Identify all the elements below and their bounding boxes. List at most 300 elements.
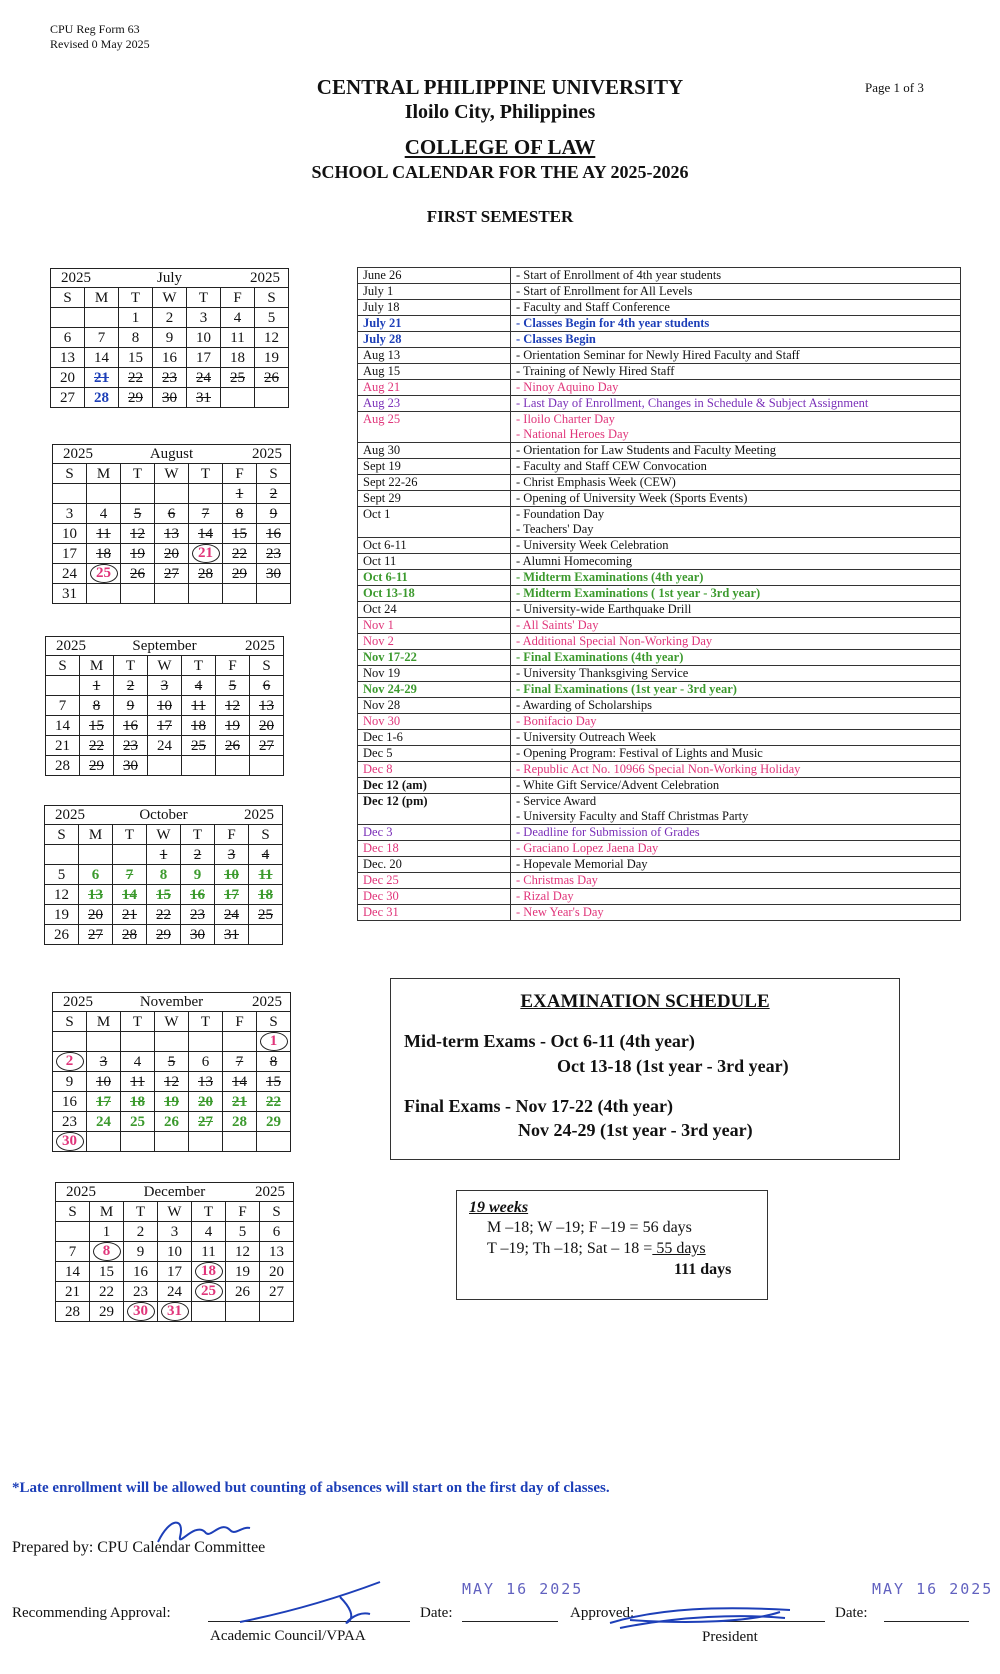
weekday-header: S [51, 288, 85, 308]
form-revised: Revised 0 May 2025 [50, 37, 150, 51]
weekday-header: T [189, 464, 223, 484]
academic-council-label: Academic Council/VPAA [210, 1628, 366, 1644]
day-number: 6 [272, 1223, 281, 1240]
event-row [358, 698, 961, 714]
calendar-day [260, 1262, 294, 1282]
day-number: 22 [266, 1093, 281, 1110]
calendar-month: August [149, 446, 194, 462]
day-number: 9 [165, 329, 174, 346]
day-number: 22 [156, 906, 171, 923]
event-description-line: - Classes Begin [516, 332, 596, 346]
day-number: 19 [130, 545, 145, 562]
event-description [511, 538, 961, 554]
weekday-header: M [90, 1202, 124, 1222]
calendar-day [257, 1052, 291, 1072]
calendar-day [223, 504, 257, 524]
calendar-day [90, 1302, 124, 1322]
day-number: 6 [63, 329, 72, 346]
calendar-day [90, 1222, 124, 1242]
event-row [358, 602, 961, 618]
calendar-header [55, 1182, 294, 1201]
event-description [511, 412, 961, 443]
day-number: 1 [235, 485, 244, 502]
event-description-line: - Start of Enrollment for All Levels [516, 284, 693, 298]
event-description [511, 650, 961, 666]
event-date: Nov 1 [358, 618, 511, 634]
day-number: 8 [269, 1053, 278, 1070]
calendar-year: 2025 [252, 994, 282, 1010]
event-row [358, 412, 961, 443]
day-number: 11 [230, 329, 245, 346]
event-row [358, 300, 961, 316]
day-number: 23 [266, 545, 281, 562]
weekday-header: F [221, 288, 255, 308]
event-date: July 28 [358, 332, 511, 348]
calendar-day [223, 1132, 257, 1152]
calendar-day [79, 865, 113, 885]
day-number: 30 [56, 1132, 84, 1151]
day-number: 1 [159, 846, 168, 863]
day-number: 28 [198, 565, 213, 582]
calendar-day [223, 1112, 257, 1132]
event-description [511, 443, 961, 459]
calendar-day [79, 905, 113, 925]
day-number: 13 [269, 1243, 284, 1260]
day-number: 1 [102, 1223, 111, 1240]
day-number: 24 [167, 1283, 182, 1300]
prepared-by: Prepared by: CPU Calendar Committee [12, 1539, 266, 1556]
day-number: 14 [232, 1073, 247, 1090]
exam-title: EXAMINATION SCHEDULE [520, 991, 770, 1012]
day-number: 21 [94, 369, 109, 386]
day-number: 14 [55, 717, 70, 734]
event-description-line: - Midterm Examinations ( 1st year - 3rd year) [516, 586, 761, 600]
month-calendar-october [44, 824, 283, 945]
day-number: 14 [65, 1263, 80, 1280]
weekday-header: T [187, 288, 221, 308]
day-number: 25 [130, 1113, 145, 1130]
calendar-day [53, 1072, 87, 1092]
day-number: 2 [165, 309, 174, 326]
event-description [511, 602, 961, 618]
event-description [511, 905, 961, 921]
day-number: 28 [94, 389, 109, 406]
day-number: 21 [192, 544, 220, 563]
event-date: Sept 29 [358, 491, 511, 507]
calendar-day [46, 756, 80, 776]
calendar-month: October [139, 807, 188, 823]
calendar-day [255, 308, 289, 328]
day-number: 31 [161, 1302, 189, 1321]
event-date: Oct 6-11 [358, 570, 511, 586]
weekday-header: S [255, 288, 289, 308]
date-stamp-1: MAY 16 2025 [462, 1580, 584, 1598]
weekday-header: F [215, 825, 249, 845]
day-number: 31 [62, 585, 77, 602]
day-number: 11 [96, 525, 111, 542]
event-row [358, 873, 961, 889]
events-table [357, 267, 961, 921]
day-number: 14 [198, 525, 213, 542]
calendar-day [155, 1092, 189, 1112]
day-number: 8 [92, 697, 101, 714]
day-number: 8 [235, 505, 244, 522]
calendar-day [187, 328, 221, 348]
day-number: 14 [122, 886, 137, 903]
event-date: Dec 12 (pm) [358, 794, 511, 825]
month-calendar-september [45, 655, 284, 776]
calendar-day [155, 1112, 189, 1132]
calendar-day [53, 1052, 87, 1072]
day-number: 2 [136, 1223, 145, 1240]
weekday-header: S [46, 656, 80, 676]
event-row [358, 857, 961, 873]
day-number: 11 [191, 697, 206, 714]
weekday-header: W [155, 464, 189, 484]
event-date: Nov 28 [358, 698, 511, 714]
calendar-day [45, 845, 79, 865]
calendar-day [45, 865, 79, 885]
day-number: 5 [133, 505, 142, 522]
day-number: 28 [232, 1113, 247, 1130]
day-number: 14 [94, 349, 109, 366]
calendar-day [155, 544, 189, 564]
day-number: 3 [99, 1053, 108, 1070]
event-date: Aug 15 [358, 364, 511, 380]
event-description-line: - New Year's Day [516, 905, 604, 919]
calendar-day [189, 484, 223, 504]
calendar-day [87, 584, 121, 604]
day-number: 15 [89, 717, 104, 734]
calendar-day [121, 1052, 155, 1072]
event-date: Aug 30 [358, 443, 511, 459]
day-number: 29 [156, 926, 171, 943]
day-number: 4 [204, 1223, 213, 1240]
calendar-day [155, 1052, 189, 1072]
calendar-header [50, 268, 289, 287]
event-description-line: - Faculty and Staff Conference [516, 300, 670, 314]
calendar-year: 2025 [55, 807, 85, 823]
event-description-line: - White Gift Service/Advent Celebration [516, 778, 720, 792]
event-row [358, 364, 961, 380]
event-description-line: - All Saints' Day [516, 618, 599, 632]
event-description-line: - Opening Program: Festival of Lights and Music [516, 746, 763, 760]
day-number: 9 [65, 1073, 74, 1090]
day-number: 4 [261, 846, 270, 863]
day-number: 26 [264, 369, 279, 386]
event-description [511, 762, 961, 778]
calendar-day [187, 388, 221, 408]
event-date: Oct 24 [358, 602, 511, 618]
weekday-header: T [114, 656, 148, 676]
day-number: 18 [258, 886, 273, 903]
calendar-day [249, 845, 283, 865]
day-number: 3 [65, 505, 74, 522]
day-number: 1 [92, 677, 101, 694]
calendar-day [250, 696, 284, 716]
event-description-line: - Faculty and Staff CEW Convocation [516, 459, 707, 473]
calendar-day [114, 676, 148, 696]
calendar-day [216, 676, 250, 696]
day-number: 5 [57, 866, 66, 883]
event-description [511, 380, 961, 396]
event-description-line: - Awarding of Scholarships [516, 698, 652, 712]
calendar-day [51, 328, 85, 348]
page-number: Page 1 of 3 [865, 80, 924, 95]
day-number: 2 [193, 846, 202, 863]
date-label-2: Date: [835, 1605, 868, 1621]
day-number: 16 [266, 525, 281, 542]
day-number: 10 [96, 1073, 111, 1090]
calendar-header [52, 992, 291, 1011]
weekday-header: T [121, 1012, 155, 1032]
weekday-header: S [257, 464, 291, 484]
event-description [511, 316, 961, 332]
calendar-month: November [139, 994, 204, 1010]
day-number: 10 [62, 525, 77, 542]
calendar-year: 2025 [245, 638, 275, 654]
calendar-day [148, 736, 182, 756]
calendar-day [87, 564, 121, 584]
calendar-day [221, 308, 255, 328]
event-row [358, 380, 961, 396]
calendar-day [182, 736, 216, 756]
calendar-day [113, 905, 147, 925]
calendar-day [155, 1032, 189, 1052]
signature-council [230, 1572, 400, 1632]
calendar-day [87, 1112, 121, 1132]
day-number: 18 [191, 717, 206, 734]
calendar-day [46, 716, 80, 736]
event-date: Dec 1-6 [358, 730, 511, 746]
day-number: 26 [235, 1283, 250, 1300]
calendar-day [147, 845, 181, 865]
event-description [511, 284, 961, 300]
event-description-line: - Ninoy Aquino Day [516, 380, 619, 394]
event-description-line: - University Outreach Week [516, 730, 657, 744]
weeks-total: 111 days [674, 1261, 732, 1278]
final-line-2: Nov 24-29 (1st year - 3rd year) [518, 1120, 753, 1140]
event-description-line: - Start of Enrollment of 4th year students [516, 268, 722, 282]
calendar-day [257, 1112, 291, 1132]
calendar-day [223, 544, 257, 564]
event-description [511, 364, 961, 380]
calendar-day [56, 1262, 90, 1282]
event-description-line: - Additional Special Non-Working Day [516, 634, 713, 648]
event-description-line: - Foundation Day [516, 507, 605, 521]
event-date: Oct 6-11 [358, 538, 511, 554]
calendar-day [113, 885, 147, 905]
calendar-day [45, 905, 79, 925]
day-number: 20 [88, 906, 103, 923]
event-row [358, 634, 961, 650]
calendar-day [121, 1112, 155, 1132]
day-number: 4 [233, 309, 242, 326]
event-description [511, 491, 961, 507]
calendar-day [148, 756, 182, 776]
calendar-day [223, 564, 257, 584]
day-number: 24 [157, 737, 172, 754]
event-date: June 26 [358, 268, 511, 284]
day-number: 25 [230, 369, 245, 386]
event-description [511, 873, 961, 889]
weekday-header: S [53, 464, 87, 484]
calendar-day [53, 504, 87, 524]
calendar-day [119, 328, 153, 348]
calendar-day [53, 1112, 87, 1132]
day-number: 26 [225, 737, 240, 754]
day-number: 15 [128, 349, 143, 366]
event-row [358, 459, 961, 475]
day-number: 28 [122, 926, 137, 943]
calendar-day [187, 348, 221, 368]
weekday-header: W [155, 1012, 189, 1032]
event-description [511, 554, 961, 570]
event-description [511, 778, 961, 794]
calendar-day [79, 845, 113, 865]
calendar-day [155, 1132, 189, 1152]
event-description-line: - Graciano Lopez Jaena Day [516, 841, 659, 855]
event-description [511, 570, 961, 586]
weeks-summary-box [456, 1190, 768, 1300]
calendar-day [85, 348, 119, 368]
event-row [358, 746, 961, 762]
day-number: 13 [259, 697, 274, 714]
calendar-day [121, 1032, 155, 1052]
calendar-day [192, 1242, 226, 1262]
calendar-day [182, 696, 216, 716]
event-date: Dec 5 [358, 746, 511, 762]
event-description [511, 618, 961, 634]
calendar-day [53, 524, 87, 544]
calendar-day [85, 388, 119, 408]
day-number: 17 [157, 717, 172, 734]
calendar-day [226, 1282, 260, 1302]
day-number: 3 [170, 1223, 179, 1240]
calendar-day [182, 756, 216, 776]
day-number: 11 [258, 866, 273, 883]
calendar-day [249, 905, 283, 925]
day-number: 18 [130, 1093, 145, 1110]
weekday-header: T [182, 656, 216, 676]
day-number: 15 [156, 886, 171, 903]
university-city: Iloilo City, Philippines [404, 101, 596, 123]
calendar-day [46, 676, 80, 696]
day-number: 22 [232, 545, 247, 562]
event-description-line: - University Thanksgiving Service [516, 666, 689, 680]
calendar-day [121, 544, 155, 564]
event-row [358, 889, 961, 905]
day-number: 13 [88, 886, 103, 903]
weekday-header: S [249, 825, 283, 845]
weekday-header: T [124, 1202, 158, 1222]
event-date: Aug 21 [358, 380, 511, 396]
date-label-1: Date: [420, 1605, 453, 1621]
weekday-header: M [85, 288, 119, 308]
calendar-day [216, 756, 250, 776]
calendar-day [187, 308, 221, 328]
calendar-day [257, 544, 291, 564]
calendar-day [257, 1092, 291, 1112]
day-number: 24 [224, 906, 239, 923]
calendar-day [257, 484, 291, 504]
event-description [511, 459, 961, 475]
day-number: 7 [68, 1243, 77, 1260]
day-number: 12 [164, 1073, 179, 1090]
event-row [358, 332, 961, 348]
day-number: 19 [164, 1093, 179, 1110]
day-number: 24 [196, 369, 211, 386]
event-description [511, 714, 961, 730]
day-number: 18 [96, 545, 111, 562]
calendar-day [155, 1072, 189, 1092]
calendar-day [121, 504, 155, 524]
weekday-header: F [226, 1202, 260, 1222]
event-description-line: - University-wide Earthquake Drill [516, 602, 692, 616]
day-number: 19 [225, 717, 240, 734]
calendar-day [221, 368, 255, 388]
event-description-line: - Alumni Homecoming [516, 554, 632, 568]
calendar-day [119, 308, 153, 328]
calendar-day [53, 544, 87, 564]
event-row [358, 507, 961, 538]
day-number: 5 [228, 677, 237, 694]
event-row [358, 475, 961, 491]
calendar-day [119, 368, 153, 388]
calendar-day [80, 696, 114, 716]
event-row [358, 905, 961, 921]
event-description-line: - Christmas Day [516, 873, 598, 887]
weekday-header: S [250, 656, 284, 676]
calendar-day [121, 1072, 155, 1092]
calendar-day [51, 388, 85, 408]
day-number: 29 [266, 1113, 281, 1130]
month-calendar-august [52, 463, 291, 604]
weekday-header: F [223, 1012, 257, 1032]
calendar-year: 2025 [255, 1184, 285, 1200]
day-number: 9 [193, 866, 202, 883]
calendar-day [85, 368, 119, 388]
day-number: 21 [65, 1283, 80, 1300]
calendar-day [249, 925, 283, 945]
day-number: 2 [126, 677, 135, 694]
day-number: 15 [99, 1263, 114, 1280]
event-row [358, 714, 961, 730]
event-row [358, 316, 961, 332]
day-number: 9 [136, 1243, 145, 1260]
day-number: 13 [60, 349, 75, 366]
calendar-day [113, 925, 147, 945]
calendar-day [192, 1282, 226, 1302]
day-number: 17 [96, 1093, 111, 1110]
event-date: Dec 3 [358, 825, 511, 841]
event-description [511, 396, 961, 412]
calendar-day [87, 504, 121, 524]
day-number: 25 [90, 564, 118, 583]
calendar-day [153, 348, 187, 368]
event-row [358, 586, 961, 602]
final-line-1: Final Exams - Nov 17-22 (4th year) [404, 1096, 673, 1116]
day-number: 17 [196, 349, 211, 366]
event-description [511, 682, 961, 698]
event-row [358, 825, 961, 841]
day-number: 23 [162, 369, 177, 386]
day-number: 21 [122, 906, 137, 923]
exam-schedule-box [390, 978, 900, 1160]
weekday-header: F [216, 656, 250, 676]
day-number: 4 [133, 1053, 142, 1070]
calendar-year: 2025 [244, 807, 274, 823]
